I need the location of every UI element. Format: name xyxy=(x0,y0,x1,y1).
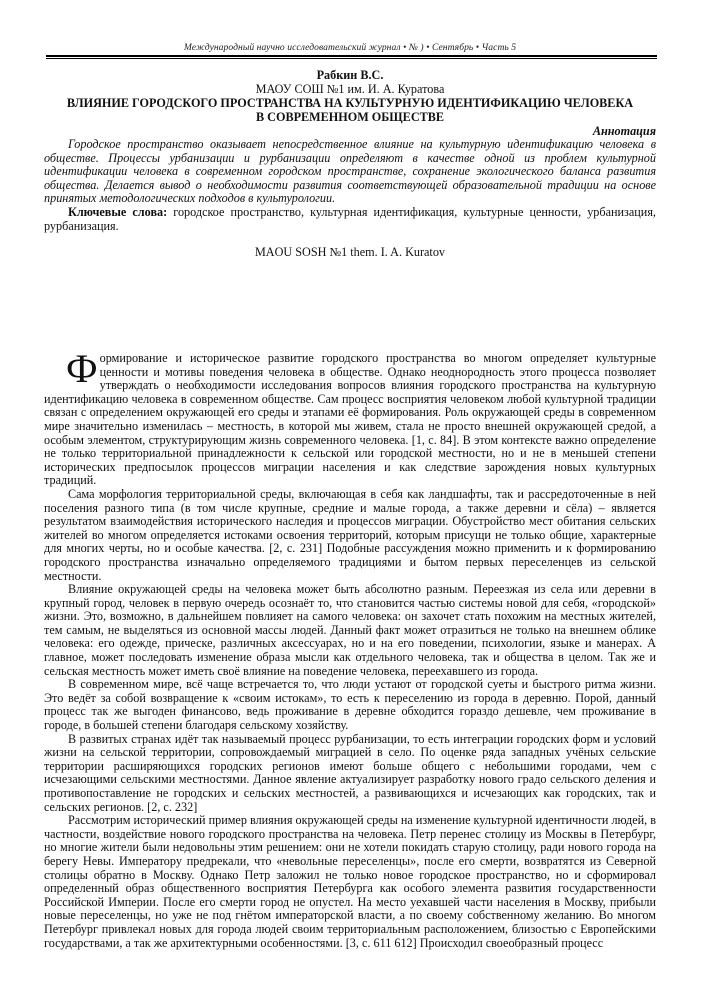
keywords-label: Ключевые слова: xyxy=(68,205,168,219)
keywords-text: городское пространство, культурная идентификация, культурные ценности, урбанизация, рурбанизация. xyxy=(44,205,656,233)
body-paragraph: Рассмотрим исторический пример влияния окружающей среды на изменение культурной идентичности людей, в частности, воздействие нового городского пространства на человека. Петр перенес столицу из Москвы в Петербург, но многие жители были недовольны этим решением: они не хотели покидать старую столицу, ради нового города на берегу Невы. Императору предрекали, что «невольные переселенцы», после его смерти, возвратятся из Северной столицы обратно в Москву. Однако Петр заложил не только новое городское пространство, но и сформировал определенный образ общественного восприятия Петербурга как особого элемента развития государственности Российской Империи. После его смерти город не опустел. На место уехавшей части населения в Москву, прибыли новые переселенцы, но уже не под гнётом императорской власти, а по своему собственному желанию. Во многом Петербург привлекал новых для города людей своим территориальным расположением, близостью с Европейскими государствами, а так же архитектурными особенностями. [3, с. 611 612] Происходил своеобразный процесс xyxy=(44,813,656,950)
running-head: Международный научно исследовательский журнал • № ) • Сентябрь • Часть 5 xyxy=(183,42,517,53)
body-paragraph: В развитых странах идёт так называемый процесс рурбанизации, то есть интеграции городских форм и условий жизни на сельской территории, сопровождаемый миграцией в село. По оценке ряда западных учёных сельские территории расширяющихся городских регионов имеют больше общего с небольшими городами, чем с исчезающими сельскими местностями. Данное явление актуализирует разработку нового градо сельского деления и противопоставление не городских и сельских местностей, а развивающихся и исчезающих как городских, так и сельских регионов. [2, с. 232] xyxy=(44,731,656,814)
body-paragraph: Влияние окружающей среды на человека может быть абсолютно разным. Переезжая из села или деревни в крупный город, человек в первую очередь осознаёт то, что становится частью системы новой для себя, «городской» жизни. Это, возможно, в дальнейшем повлияет на самого человека: он захочет стать похожим на местных жителей, тем самым, не выделяться из основной массы людей. Данный факт может отразиться не только на внешнем облике человека: его одежде, прическе, различных аксессуарах, но и на его поведении, психологии, языке и манерах. А главное, может последовать изменение образа мысли как отдельного человека, так и общества в целом. Так же и сельская местность может иметь своё влияние на поведение человека, переехавшего из города. xyxy=(44,582,656,678)
author-affiliation: МАОУ СОШ №1 им. И. А. Куратова xyxy=(255,82,445,96)
body-paragraph: Формирование и историческое развитие городского пространства во многом определяет культурные ценности и мотивы поведения человека в обществе. Однако неоднородность этого процесса позволяет утверждать о необходимости исследования вопросов влияния городского пространства на культурную идентификацию человека в современном обществе. Сам процесс восприятия человеком любой культурной традиции связан с определением окружающей его среды и этапами её формирования. Роль окружающей среды в современном мире значительно изменилась – местность, в которой мы живем, стала не просто внешней окружающей средой, а особым элементом, структурирующим жизнь современного человека. [1, с. 84]. В этом контексте важно определение не только территориальной принадлежности к сельской или городской местности, но и не в меньшей степени исторических предпосылок процессов миграции населения и как следствие зарождения новых культурных традиций. xyxy=(44,346,656,488)
header-rule xyxy=(46,55,657,59)
article-body xyxy=(44,346,656,950)
author-name: Рабкин В.С. xyxy=(316,68,384,82)
drop-cap: Ф xyxy=(66,346,98,391)
annotation-label: Аннотация xyxy=(592,124,656,138)
body-paragraph: В современном мире, всё чаще встречается то, что люди устают от городской суеты и быстрого ритма жизни. Это ведёт за собой возвращение к «своим истокам», то есть к переселению из города в деревню. Порой, данный процесс так же выгоден финансово, ведь проживание в деревне обходится гораздо дешевле, чем проживание в городе, в большей степени благодаря сельскому хозяйству. xyxy=(44,677,656,733)
annotation-text: Городское пространство оказывает непосредственное влияние на культурную идентификацию человека в обществе. Процессы урбанизации и рурбанизации определяют в качестве одной из проблем культурной идентификации человека в современном городском пространстве, сохранение экологического баланса развития общества. Делается вывод о необходимости развития соответствующей образовательной традиции на основе принятых методологических подходов в культурологии. xyxy=(44,137,656,206)
english-affiliation: MAOU SOSH №1 them. I. A. Kuratov xyxy=(254,245,446,259)
article-title-line-1: ВЛИЯНИЕ ГОРОДСКОГО ПРОСТРАНСТВА НА КУЛЬТУРНУЮ ИДЕНТИФИКАЦИЮ ЧЕЛОВЕКА xyxy=(66,96,634,110)
body-paragraph: Сама морфология территориальной среды, включающая в себя как ландшафты, так и рассредоточенные в ней поселения разного типа (в том числе крупные, средние и малые города, а также деревни и сёла) – является результатом взаимодействия исторического наследия и процессов миграции. Обустройство мест обитания сельских жителей во многом определяется истоками освоения территорий, которым присущи не только общие, характерные для многих черты, но и особые качества. [2, с. 231] Подобные рассуждения можно применить и к формированию городского пространства изначально определяемого традициями и бытом первых переселенцев из сельской местности. xyxy=(44,486,656,583)
keywords xyxy=(44,206,656,233)
article-title-line-2: В СОВРЕМЕННОМ ОБЩЕСТВЕ xyxy=(255,110,445,124)
